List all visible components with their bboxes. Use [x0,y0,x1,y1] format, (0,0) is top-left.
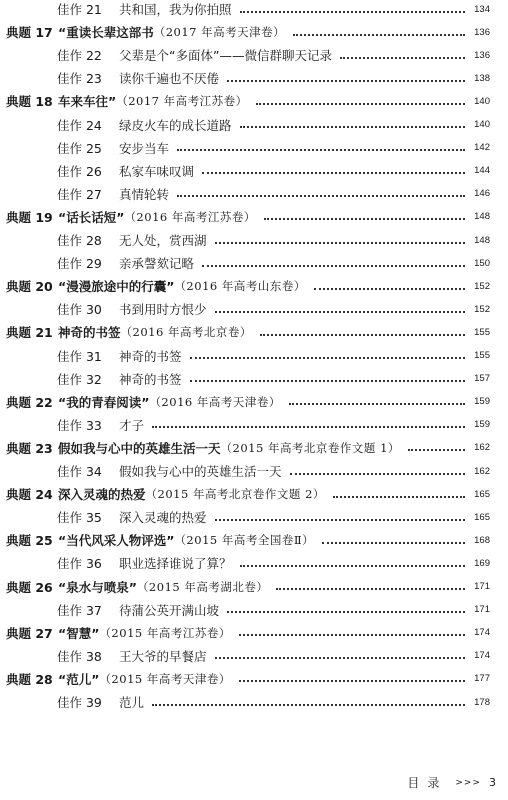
toc-item-number: 佳作 26 [57,163,102,179]
toc-essay-row[interactable] [57,69,490,87]
dot-leader [227,71,465,82]
toc-item-number: 典题 24 [6,487,53,503]
toc-item-number: 佳作 31 [57,348,102,364]
toc-page-number: 162 [474,465,490,477]
toc-item-title: 书到用时方恨少 [119,302,207,318]
toc-item-number: 佳作 21 [57,2,102,17]
toc-item-title: 神奇的书签 [58,325,121,341]
toc-item-title: 亲承謦欬记略 [119,256,195,272]
toc-item-title: 安步当车 [119,140,170,156]
toc-item-title: 深入灵魂的热爱 [119,510,207,526]
toc-item-title: 共和国，我为你拍照 [119,2,232,17]
toc-item-number: 典题 17 [6,25,53,41]
dot-leader [177,140,465,151]
dot-leader [152,695,465,706]
toc-page-number: 136 [474,26,490,38]
dot-leader [215,510,465,521]
dot-leader [202,256,465,267]
toc-item-title: “智慧” [58,625,100,641]
toc-item-title: “范儿” [58,671,100,687]
toc-item-title: 才子 [119,417,145,433]
toc-item-number: 佳作 24 [57,117,102,133]
toc-essay-row[interactable] [57,231,490,249]
toc-item-source: （2017 年高考江苏卷） [116,94,248,109]
toc-topic-row[interactable] [6,670,490,688]
toc-essay-row[interactable] [57,347,490,365]
toc-page-number: 144 [474,165,490,177]
toc-item-number: 佳作 25 [57,140,102,156]
toc-essay-row[interactable] [57,601,490,619]
toc-page-number: 159 [474,396,490,408]
dot-leader [240,556,465,567]
toc-page-number: 148 [474,234,490,246]
toc-item-title: “重读长辈这部书 [58,25,154,41]
toc-item-title: 假如我与心中的英雄生活一天 [119,464,282,479]
toc-item-source: （2016 年高考山东卷） [174,279,306,294]
toc-item-number: 典题 26 [6,579,53,595]
footer-page-number: 3 [489,776,496,789]
toc-item-number: 佳作 34 [57,464,102,479]
dot-leader [190,371,465,382]
toc-item-title: 父辈是个“多面体”——微信群聊天记录 [119,48,332,64]
toc-page-number: 152 [474,280,490,292]
toc-item-title: 真情轮转 [119,186,170,202]
dot-leader [289,394,465,405]
dot-leader [264,209,465,220]
toc-item-source: （2015 年高考湖北卷） [136,579,269,594]
toc-essay-row[interactable] [57,162,490,180]
toc-page-number: 155 [474,326,490,338]
toc-page-number: 157 [474,373,490,385]
dot-leader [240,117,465,128]
toc-item-number: 佳作 36 [57,556,102,572]
toc-item-title: 王大爷的早餐店 [119,648,207,664]
toc-item-number: 典题 23 [6,440,53,456]
toc-item-source: （2015 年高考北京卷作文题 1） [220,440,400,455]
dot-leader [333,487,465,498]
toc-essay-row[interactable] [57,139,490,157]
toc-item-number: 佳作 22 [57,48,102,64]
toc-essay-row[interactable] [57,462,490,480]
toc-item-title: 绿皮火车的成长道路 [119,117,232,133]
toc-topic-row[interactable] [6,393,490,411]
toc-item-number: 佳作 23 [57,71,102,87]
dot-leader [177,186,465,197]
toc-essay-row[interactable] [57,46,490,64]
toc-topic-row[interactable] [6,277,490,295]
toc-topic-row[interactable] [6,92,490,110]
toc-essay-row[interactable] [57,508,490,526]
dot-leader [202,163,465,174]
toc-topic-row[interactable] [6,578,490,596]
toc-essay-row[interactable] [57,300,490,318]
toc-essay-row[interactable] [57,254,490,272]
toc-item-number: 典题 21 [6,325,53,341]
toc-topic-row[interactable] [6,208,490,226]
toc-item-title: 车来车往” [58,94,117,110]
dot-leader [322,533,465,544]
toc-essay-row[interactable] [57,647,490,665]
toc-item-title: 深入灵魂的热爱 [58,487,146,503]
toc-item-number: 典题 20 [6,279,53,295]
toc-item-source: （2015 年高考全国卷Ⅱ） [174,533,315,548]
toc-page-number: 165 [474,488,490,500]
dot-leader [152,417,465,428]
dot-leader [290,464,465,475]
toc-item-number: 佳作 29 [57,256,102,272]
toc-item-number: 佳作 28 [57,233,102,248]
toc-page-number: 162 [474,442,490,454]
dot-leader [239,625,465,636]
toc-page-number: 155 [474,350,490,361]
dot-leader [293,25,465,36]
page-footer [407,774,496,791]
toc-item-number: 佳作 37 [57,602,102,618]
dot-leader [276,579,465,590]
toc-item-title: 神奇的书签 [119,371,182,387]
toc-page-number: 174 [474,650,490,662]
toc-essay-row[interactable] [57,185,490,203]
toc-item-source: （2016 年高考江苏卷） [124,209,256,224]
toc-item-title: 神奇的书签 [119,348,182,364]
toc-page-number: 171 [474,581,490,592]
toc-essay-row[interactable] [57,116,490,134]
toc-item-number: 佳作 35 [57,510,102,526]
toc-item-number: 佳作 33 [57,417,102,433]
toc-page-number: 134 [474,3,490,15]
toc-page-number: 136 [474,49,490,61]
dot-leader [215,648,465,659]
toc-page-number: 165 [474,511,490,523]
toc-page-number: 146 [474,188,490,200]
dot-leader [408,440,465,451]
toc-essay-row[interactable] [57,0,490,18]
toc-page-number: 148 [474,211,490,223]
toc-item-number: 典题 19 [6,209,53,225]
toc-topic-row[interactable] [6,23,490,41]
toc-item-title: “当代风采人物评选” [58,533,175,549]
toc-topic-row[interactable] [6,485,490,503]
toc-item-source: （2015 年高考江苏卷） [99,625,231,640]
toc-item-number: 典题 22 [6,394,53,410]
toc-item-number: 佳作 32 [57,371,102,387]
toc-item-number: 典题 25 [6,533,53,549]
toc-item-title: 假如我与心中的英雄生活一天 [58,440,221,456]
toc-topic-row[interactable] [6,323,490,341]
toc-item-number: 典题 18 [6,94,53,110]
toc-item-source: （2016 年高考天津卷） [149,394,281,409]
toc-topic-row[interactable] [6,624,490,642]
toc-item-source: （2016 年高考北京卷） [120,325,252,340]
dot-leader [239,671,465,682]
toc-item-title: 无人处，赏西湖 [119,233,207,248]
dot-leader [240,2,465,13]
dot-leader [190,348,465,359]
toc-page-number: 159 [474,419,490,431]
toc-page-number: 138 [474,72,490,84]
toc-item-number: 佳作 39 [57,695,102,710]
toc-item-number: 佳作 30 [57,302,102,318]
toc-item-number: 佳作 38 [57,648,102,664]
dot-leader [215,302,465,313]
toc-item-title: “话长话短” [58,209,125,225]
toc-page-number: 168 [474,534,490,546]
toc-page-number: 178 [474,696,490,708]
toc-page-number: 152 [474,303,490,315]
toc-page-number: 140 [474,119,490,130]
toc-essay-row[interactable] [57,693,490,711]
toc-page-number: 140 [474,95,490,107]
toc-item-number: 典题 27 [6,625,53,641]
toc-essay-row[interactable] [57,416,490,434]
toc-item-source: （2015 年高考天津卷） [99,671,231,686]
toc-item-title: 读你千遍也不厌倦 [119,71,220,87]
toc-item-title: “漫漫旅途中的行囊” [58,279,175,295]
dot-leader [340,48,465,59]
toc-page-number: 150 [474,257,490,269]
dot-leader [227,602,465,613]
toc-topic-row[interactable] [6,531,490,549]
toc-page-number: 177 [474,673,490,685]
toc-page-number: 174 [474,627,490,639]
toc-item-source: （2015 年高考北京卷作文题 2） [145,487,325,502]
dot-leader [215,233,465,244]
toc-item-title: “泉水与喷泉” [58,579,137,595]
toc-item-title: 待蒲公英开满山坡 [119,602,220,618]
footer-arrows: >>> [455,777,481,788]
toc-page-number: 171 [474,604,490,616]
toc-item-title: 私家车味叹调 [119,163,195,179]
toc-item-title: 范儿 [119,695,145,710]
toc-item-number: 佳作 27 [57,186,102,202]
toc-page-number: 169 [474,557,490,569]
toc-item-title: “我的青春阅读” [58,394,150,410]
toc-item-title: 职业选择谁说了算？ [119,556,232,572]
dot-leader [260,325,465,336]
toc-topic-row[interactable] [6,439,490,457]
toc-essay-row[interactable] [57,370,490,388]
dot-leader [314,279,465,290]
toc-essay-row[interactable] [57,554,490,572]
dot-leader [256,94,465,105]
footer-section-label: 目录 [407,776,448,790]
toc-item-source: （2017 年高考天津卷） [153,25,286,40]
toc-item-number: 典题 28 [6,671,53,687]
toc-page-number: 142 [474,142,490,154]
